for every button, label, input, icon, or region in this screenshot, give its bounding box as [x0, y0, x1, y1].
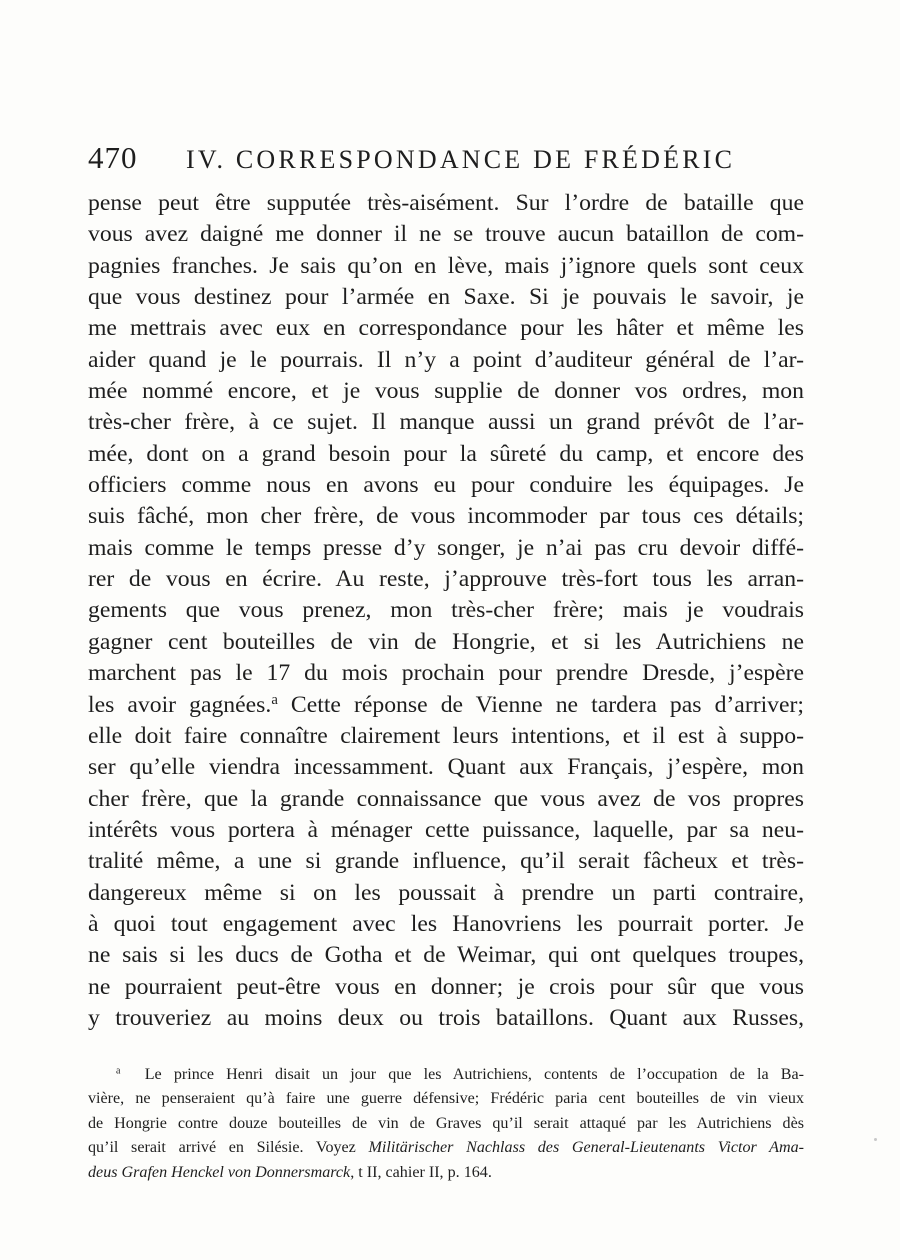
- body-line: aider quand je le pourrais. Il n’y a point d’auditeur général de l’ar-: [88, 346, 804, 373]
- footnote-line: [88, 1063, 804, 1087]
- footnote-marker: a: [116, 1065, 121, 1077]
- body-line: pense peut être supputée très-aisément. Sur l’ordre de bataille que: [88, 190, 804, 216]
- body-line-with-note: [88, 690, 804, 721]
- running-head: IV. CORRESPONDANCE DE FRÉDÉRIC: [186, 145, 736, 174]
- page-header: [88, 140, 808, 180]
- body-line: me mettrais avec eux en correspondance pour les hâter et même les: [88, 315, 804, 342]
- footnote-text: , t II, cahier II, p. 164.: [350, 1163, 492, 1181]
- body-line: mais comme le temps presse d’y songer, je n’ai pas cru devoir diffé-: [88, 534, 804, 561]
- footnote-line: de Hongrie contre douze bouteilles de vin de Graves qu’il serait attaqué par les Autrichiens dès: [88, 1114, 804, 1132]
- footnote-line: [88, 1136, 804, 1160]
- body-line: intérêts vous portera à ménager cette puissance, laquelle, par sa neu-: [88, 816, 804, 843]
- body-line: ser qu’elle viendra incessamment. Quant aux Français, j’espère, mon: [88, 754, 804, 781]
- body-line: vous avez daigné me donner il ne se trouve aucun bataillon de com-: [88, 221, 804, 248]
- body-line: tralité même, a une si grande influence, qu’il serait fâcheux et très-: [88, 848, 804, 875]
- footnote: [88, 1063, 804, 1185]
- body-text: [88, 188, 804, 1034]
- body-line: dangereux même si on les poussait à prendre un parti contraire,: [88, 879, 804, 906]
- body-line: très-cher frère, à ce sujet. Il manque aussi un grand prévôt de l’ar-: [88, 409, 804, 436]
- body-line: pagnies franches. Je sais qu’on en lève, mais j’ignore quels sont ceux: [88, 252, 804, 279]
- footnote-line: [88, 1161, 804, 1185]
- body-line: suis fâché, mon cher frère, de vous incommoder par tous ces détails;: [88, 503, 804, 530]
- body-line: rer de vous en écrire. Au reste, j’approuve très-fort tous les arran-: [88, 566, 804, 593]
- body-line: que vous destinez pour l’armée en Saxe. Si je pouvais le savoir, je: [88, 284, 804, 311]
- body-line: mée nommé encore, et je vous supplie de donner vos ordres, mon: [88, 378, 804, 405]
- footnote-text: Le prince Henri disait un jour que les Autrichiens, contents de l’occupation de la Ba-: [144, 1066, 804, 1083]
- footnote-reference: a: [271, 691, 278, 708]
- body-line: officiers comme nous en avons eu pour conduire les équipages. Je: [88, 472, 804, 499]
- body-line: gagner cent bouteilles de vin de Hongrie, et si les Autrichiens ne: [88, 628, 804, 655]
- body-line: y trouveriez au moins deux ou trois bataillons. Quant aux Russes,: [88, 1004, 804, 1031]
- body-line: mée, dont on a grand besoin pour la sûreté du camp, et encore des: [88, 440, 804, 467]
- body-line: marchent pas le 17 du mois prochain pour prendre Dresde, j’espère: [88, 660, 804, 687]
- body-line: gements que vous prenez, mon très-cher frère; mais je voudrais: [88, 597, 804, 624]
- body-line: elle doit faire connaître clairement leurs intentions, et il est à suppo-: [88, 722, 804, 749]
- body-line: à quoi tout engagement avec les Hanovriens les pourrait porter. Je: [88, 910, 804, 937]
- footnote-citation-title: Militärischer Nachlass des General-Lieutenants Victor Ama-: [368, 1139, 804, 1157]
- footnote-citation-title: deus Grafen Henckel von Donnersmarck: [88, 1163, 351, 1181]
- body-line-text: Cette réponse de Vienne ne tardera pas d’arriver;: [277, 691, 805, 718]
- footnote-text: qu’il serait arrivé en Silésie. Voyez: [88, 1139, 369, 1157]
- body-line: cher frère, que la grande connaissance que vous avez de vos propres: [88, 785, 804, 812]
- paper-speck: [874, 1138, 877, 1141]
- footnote-line: vière, ne penseraient qu’à faire une guerre défensive; Frédéric paria cent bouteilles de vin vieux: [88, 1090, 804, 1108]
- body-line: ne sais si les ducs de Gotha et de Weimar, qui ont quelques troupes,: [88, 942, 804, 969]
- body-line: ne pourraient peut-être vous en donner; je crois pour sûr que vous: [88, 973, 804, 1000]
- page-number: 470: [88, 140, 138, 175]
- body-line-text: les avoir gagnées.: [88, 691, 272, 718]
